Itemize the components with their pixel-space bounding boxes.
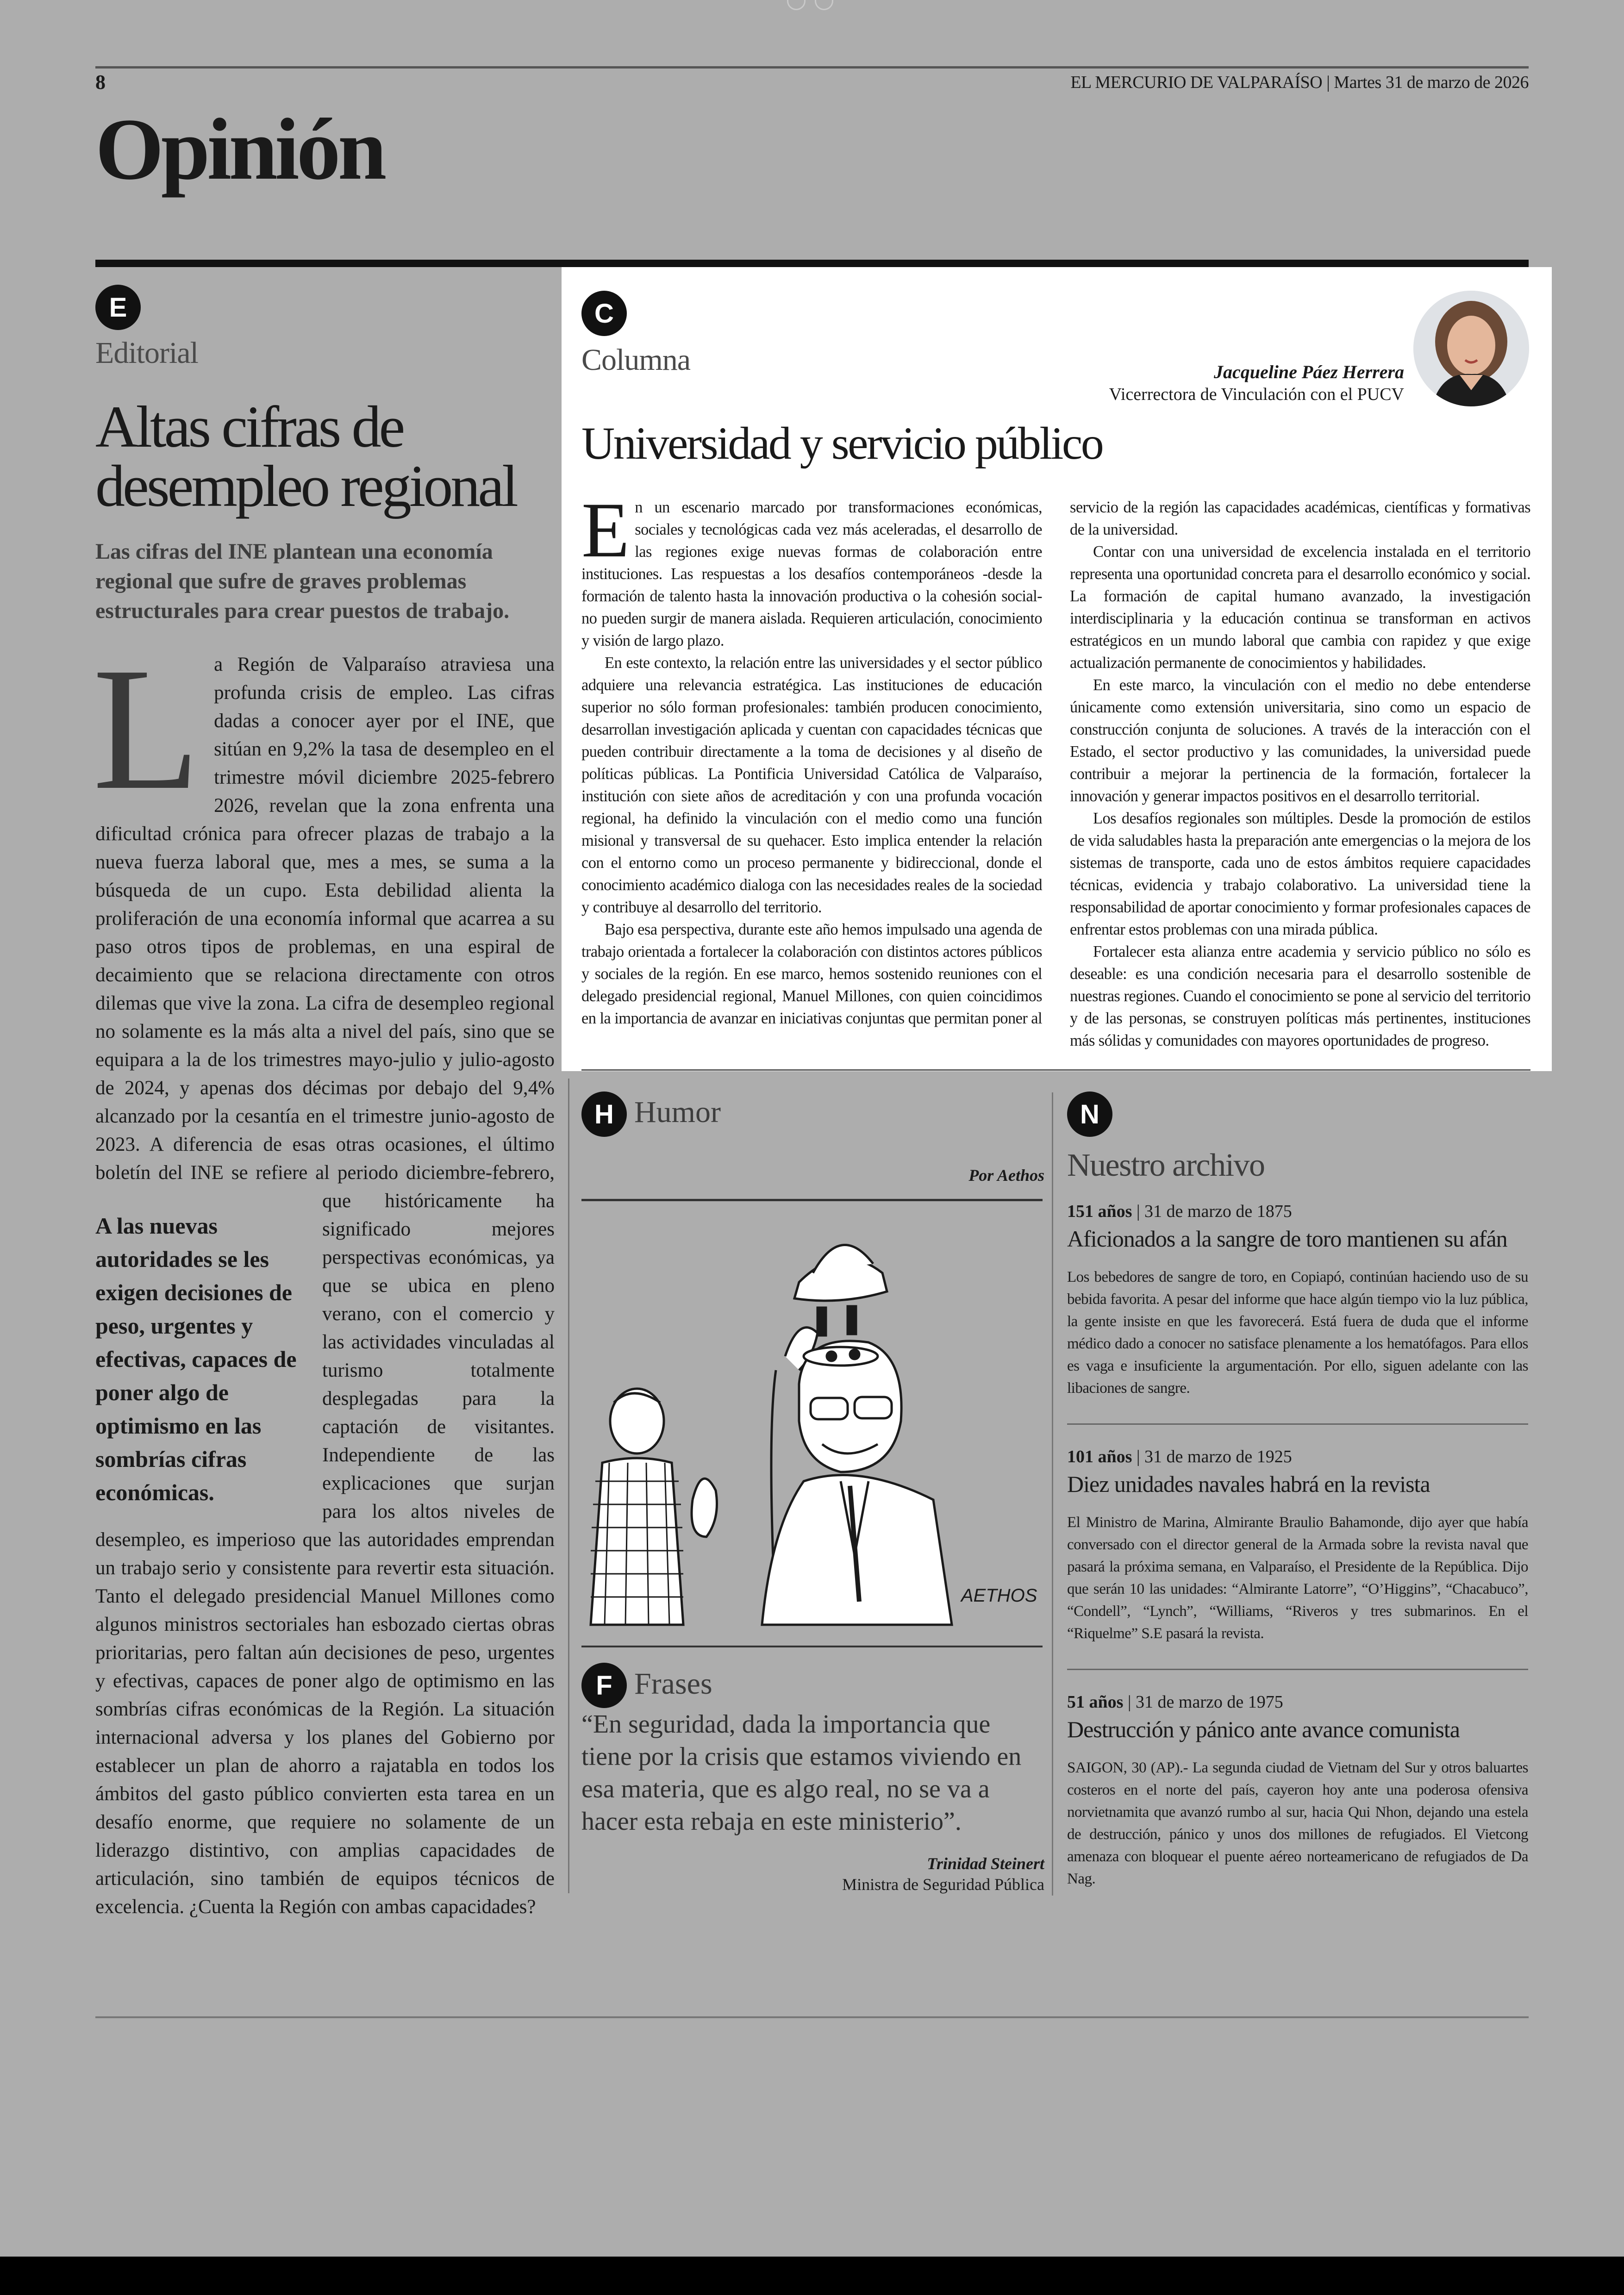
page-indicator-dots <box>782 0 838 14</box>
humor-cartoon <box>581 1204 1043 1629</box>
archivo-divider <box>1067 1423 1528 1425</box>
editorial-deck: Las cifras del INE plantean una economía regional que sufre de graves problemas estructurales para crear puestos de trabajo. <box>95 539 510 623</box>
frases-author: Trinidad Steinert <box>927 1854 1044 1873</box>
archivo-item <box>1067 1447 1528 1645</box>
archivo-kicker: Nuestro archivo <box>1067 1148 1265 1183</box>
dot-icon <box>815 0 833 10</box>
editorial-title: Altas cifras de desempleo regional <box>95 394 516 519</box>
editorial-paragraph: a Región de Valparaíso atraviesa una profunda crisis de empleo. Las cifras dadas a conocer ayer por el INE, que sitúan en 9,2% la tasa de desempleo en el trimestre móvil diciembre 2025-febrero 2026, revelan que la zona enfrenta una dificultad crónica para ofrecer plazas de trabajo a la nueva fuerza laboral que, mes a mes, se suma a la búsqueda de un cupo. Esta debilidad alienta la proliferación de una economía informal que acarrea a su paso otros tipos de problemas, en una espiral de decaimiento que se relaciona directamente con otros dilemas que vive la zona. La cifra de desempleo regional no solamente es la más alta a nivel del país, sino que se equipara a la de los trimestres mayo-julio y julio-agosto de 2024, y apenas dos décimas por debajo del 9,4% alcanzado por la cesantía en el trimestre junio-agosto de 2023. A diferencia de esas otras ocasiones, el último boletín del INE se refiere al periodo diciembre-febrero, que <box>95 654 555 1212</box>
column-paragraph: En este marco, la vinculación con el medio no debe entenderse únicamente como extensión universitaria, sino como un espacio de construcción conjunta de soluciones. A través de la interacción con el Estado, el sector productivo y las comunidades, la universidad puede contribuir a mejorar la pertinencia de la formación, fortalecer la innovación y generar impactos positivos en el desarrollo territorial. <box>1070 676 1530 805</box>
archivo-item-headline: Aficionados a la sangre de toro mantienen su afán <box>1067 1226 1507 1252</box>
archivo-item-headline: Diez unidades navales habrá en la revista <box>1067 1471 1430 1497</box>
archivo-item-text: El Ministro de Marina, Almirante Braulio Bahamonde, dijo ayer que había conversado con el director general de la Armada sobre la revista naval que pasará la próxima semana, en Valparaíso, el Presidente de la República. Dijo que serán 10 las unidades: “Almirante Latorre”, “O’Higgins”, “Chacabuco”, “Condell”, “Lynch”, “Williams, “Riveros y tres submarinos. En el “Riquelme” S.E pasará la revista. <box>1067 1514 1528 1642</box>
archivo-item-headline: Destrucción y pánico ante avance comunista <box>1067 1716 1460 1742</box>
column-badge: C <box>581 291 627 336</box>
archivo-item <box>1067 1201 1528 1399</box>
header-rule <box>95 66 1529 69</box>
archivo-item-meta: 51 años | 31 de marzo de 1975 <box>1067 1692 1283 1712</box>
archivo-badge: N <box>1067 1091 1112 1137</box>
column-paragraph: Los desafíos regionales son múltiples. Desde la promoción de estilos de vida saludables hasta la preparación ante emergencias o la mejora de los sistemas de transporte, cada uno de estos ámbitos requiere capacidades técnicas, evidencia y trabajo colaborativo. La universidad tiene la responsabilidad de aportar conocimiento y formar profesionales capaces de enfrentar estos problemas con una mirada pública. <box>1070 810 1530 938</box>
humor-badge: H <box>581 1091 627 1137</box>
viewer-bottom-bar <box>0 2257 1624 2295</box>
editorial-kicker: Editorial <box>95 336 198 370</box>
archivo-divider <box>1067 1669 1528 1670</box>
humor-kicker: Humor <box>634 1095 721 1129</box>
archivo-item-meta: 101 años | 31 de marzo de 1925 <box>1067 1447 1292 1466</box>
cartoon-drawing-icon <box>581 1204 1043 1629</box>
column-author-role: Vicerrectora de Vinculación con el PUCV <box>1109 385 1404 404</box>
editorial-dropcap: L <box>93 631 200 826</box>
column-paragraph: Bajo esa perspectiva, durante este año hemos impulsado una agenda de trabajo orientada a fortalecer la colaboración con distintos actores públicos y sociales de la región. En ese marco, hemos sostenido reuniones con el delegado presidencial regional, Manuel Millones, con quien coincidimos en la importancia de avanzar en iniciativas conjuntas que permitan poner al servicio de la región las capacidades académicas, científicas y formativas de la universidad. <box>581 499 1530 1027</box>
column-title: Universidad y servicio público <box>581 418 1103 469</box>
column-dropcap: E <box>581 486 630 574</box>
section-divider <box>95 260 1529 267</box>
editorial-body <box>93 631 555 1921</box>
dot-icon <box>787 0 806 10</box>
archivo-item-meta: 151 años | 31 de marzo de 1875 <box>1067 1202 1292 1221</box>
column-author: Jacqueline Páez Herrera <box>1213 362 1404 382</box>
page-bottom-rule <box>95 2016 1529 2018</box>
editorial-pull-quote: A las nuevas autoridades se les exigen decisiones de peso, urgentes y efectivas, capaces de poner algo de optimismo en las sombrías cifras económicas. <box>95 1213 297 1505</box>
masthead: EL MERCURIO DE VALPARAÍSO | Martes 31 de marzo de 2026 <box>1070 73 1529 92</box>
archivo-item-text: Los bebedores de sangre de toro, en Copiapó, continúan haciendo uso de su bebida favorita. A pesar del informe que hace algún tiempo vio la luz pública, la gente insiste en que les favorecerá. Está fuera de duda que el informe médico dado a conocer no satisface plenamente a los hematófagos. Para ellos es vaga e insuficiente la argumentación. Por ello, siguen adelante con las libaciones de sangre. <box>1067 1269 1528 1397</box>
column-rule <box>568 1079 569 1893</box>
humor-byline: Por Aethos <box>968 1166 1044 1185</box>
column-rule <box>1052 1092 1053 1896</box>
column-paragraph: En este contexto, la relación entre las universidades y el sector público adquiere una relevancia estratégica. Las instituciones de educación superior no sólo forman profesionales: también producen conocimiento, desarrollan investigación aplicada y cuentan con capacidades técnicas que pueden contribuir directamente a la toma de decisiones y al diseño de políticas públicas. La Pontificia Universidad Católica de Valparaíso, institución con siete años de acreditación y con una profunda vocación regional, ha definido la vinculación con el medio como una función misional y transversal de su quehacer. Esto implica entender la relación con el entorno como un proceso permanente y bidireccional, donde el conocimiento académico dialoga con las necesidades reales de la sociedad y contribuye al desarrollo del territorio. <box>581 654 1042 916</box>
column-paragraph: Fortalecer esta alianza entre academia y servicio público no sólo es deseable: es una condición necesaria para el desarrollo sostenible de nuestras regiones. Cuando el conocimiento se pone al servicio del territorio y de las personas, se construyen políticas más pertinentes, instituciones más sólidas y comunidades con mayores oportunidades de progreso. <box>1070 943 1530 1049</box>
author-portrait-icon <box>1413 291 1529 406</box>
frases-kicker: Frases <box>634 1667 712 1701</box>
humor-bottom-rule <box>581 1646 1043 1647</box>
section-title: Opinión <box>95 101 384 198</box>
column-paragraph: En un escenario marcado por transformaciones económicas, sociales y tecnológicas cada vez más aceleradas, el desarrollo de las regiones exige nuevas formas de colaboración entre instituciones. Las respuestas a los desafíos contemporáneos -desde la formación de talento hasta la innovación productiva o la cohesión social- no pueden surgir de manera aislada. Requieren articulación, conocimiento y visión de largo plazo. <box>581 486 1042 649</box>
page-number: 8 <box>95 71 106 94</box>
cartoon-top-rule <box>581 1199 1043 1201</box>
editorial-badge: E <box>95 285 141 330</box>
frases-author-role: Ministra de Seguridad Pública <box>842 1875 1044 1894</box>
column-kicker: Columna <box>581 343 690 377</box>
archivo-item <box>1067 1692 1528 1890</box>
column-bottom-rule <box>581 1069 1530 1071</box>
archivo-item-text: SAIGON, 30 (AP).- La segunda ciudad de Vietnam del Sur y otros baluartes costeros en el norte del país, cayeron hoy ante una poderosa ofensiva norvietnamita que avanzó rumbo al sur, hacia Qui Nhon, dejando una estela de destrucción, pánico y unos dos millones de refugiados. El Vietcong amenaza con bloquear el puente aéreo norteamericano de refugiados de Da Nag. <box>1067 1759 1528 1887</box>
author-avatar <box>1413 291 1529 406</box>
column-paragraph: Contar con una universidad de excelencia instalada en el territorio representa una oportunidad concreta para el desarrollo económico y social. La formación de capital humano avanzado, la investigación interdisciplinaria y la educación continua se transforman en activos estratégicos en un mundo laboral que cambia con rapidez y que exige actualización permanente de conocimientos y habilidades. <box>1070 543 1530 672</box>
frases-quote: “En seguridad, dada la importancia que tiene por la crisis que estamos viviendo en esa materia, que es algo real, no se va a hacer esta rebaja en este ministerio”. <box>581 1710 1022 1836</box>
editorial-paragraph: históricamente ha significado mejores perspectivas económicas, ya que se ubica en pleno verano, con el comercio y las actividades vinculadas al turismo totalmente desplegadas para la captación de visitantes. Independiente de las explicaciones que surjan para los altos niveles de desempleo, es imperioso que las autoridades emprendan un trabajo serio y consistente para revertir esta situación. Tanto el delegado presidencial Manuel Millones como algunos ministros sectoriales han esbozado ciertas obras prioritarias, pero faltan aún decisiones de peso, urgentes y efectivas, capaces de poner algo de optimismo en las sombrías cifras económicas de la Región. La situación internacional adversa y los planes del Gobierno por establecer un plan de ahorro a rajatabla en todos los ámbitos del gasto público convierten esta tarea en un desafío enorme, que requiere no solamente de un liderazgo distintivo, con amplias capacidades de articulación, sino también de equipos técnicos de excelencia. ¿Cuenta la Región con ambas capacidades? <box>95 1190 555 1918</box>
cartoon-signature: AETHOS <box>961 1585 1037 1606</box>
column-body <box>581 486 1530 1052</box>
frases-badge: F <box>581 1663 627 1708</box>
